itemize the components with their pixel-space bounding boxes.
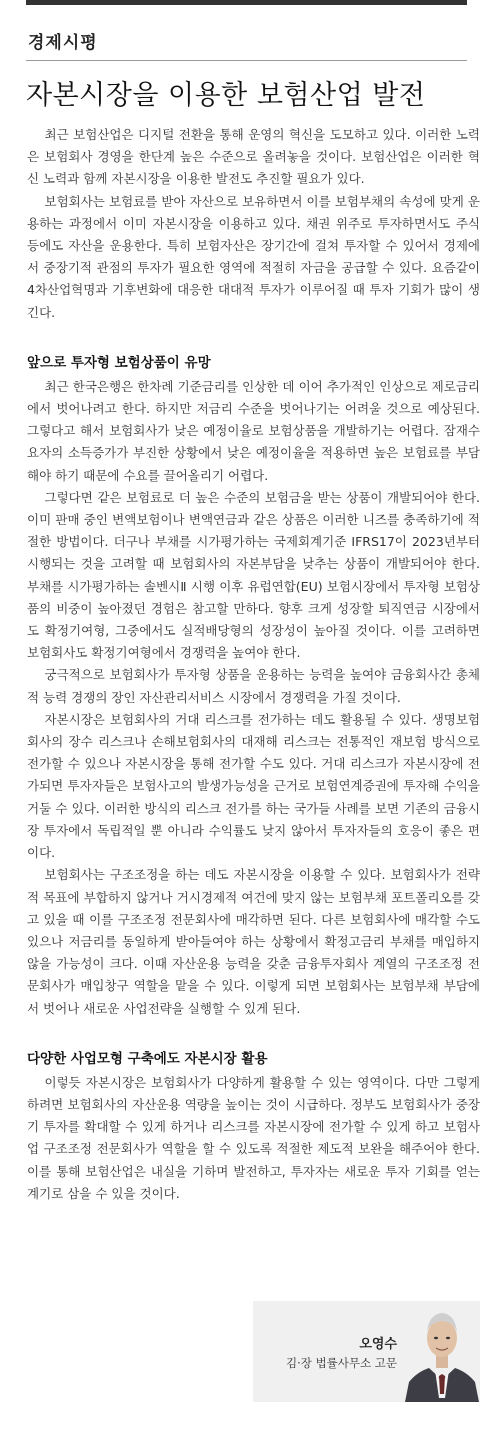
- author-title: 김·장 법률사무소 고문: [286, 1356, 397, 1370]
- divider: [26, 60, 467, 61]
- subheading: 앞으로 투자형 보험상품이 유망: [27, 354, 211, 371]
- body-paragraph: 최근 보험산업은 디지털 전환을 통해 운영의 혁신을 도모하고 있다. 이러한 노력은 보험회사 경영을 한단계 높은 수준으로 올려놓을 것이다. 보험산업은 이러한 혁신 노력과 함께 자본시장을 이용한 발전도 추진할 필요가 있다.: [27, 127, 480, 187]
- body-paragraph: 보험회사는 보험료를 받아 자산으로 보유하면서 이를 보험부채의 속성에 맞게 운용하는 과정에서 이미 자본시장을 이용하고 있다. 채권 위주로 투자하면서도 주식 등에도 자산을 운용한다. 특히 보험자산은 장기간에 걸쳐 투자할 수 있어서 경제에서 중장기적 관점의 투자가 필요한 영역에 적절히 자금을 공급할 수 있다. 요즘같이 4차산업혁명과 기후변화에 대응한 대대적 투자가 이루어질 때 투자 기회가 많이 생긴다.: [27, 193, 480, 320]
- body-paragraph: 보험회사는 구조조정을 하는 데도 자본시장을 이용할 수 있다. 보험회사가 전략적 목표에 부합하지 않거나 거시경제적 여건에 맞지 않는 보험부채 포트폴리오를 갖고 있을 때 이를 구조조정 전문회사에 매각하면 된다. 다른 보험회사에 매각할 수도 있으나 저금리를 동일하게 받아들여야 하는 상황에서 확정고금리 부채를 매입하지 않을 가능성이 크다. 이때 자산운용 능력을 갖춘 금융투자회사 계열의 구조조정 전문회사가 매입창구 역할을 맡을 수 있다. 이렇게 되면 보험회사는 보험부채 부담에서 벗어나 새로운 사업전략을 실행할 수 있게 된다.: [27, 867, 480, 1016]
- headline: 자본시장을 이용한 보험산업 발전: [26, 80, 426, 111]
- top-rule: [26, 0, 467, 5]
- body-paragraph: 궁극적으로 보험회사가 투자형 상품을 운용하는 능력을 높여야 금융회사간 총체적 능력 경쟁의 장인 자산관리서비스 시장에서 경쟁력을 가질 것이다.: [27, 667, 480, 705]
- body-paragraph: 최근 한국은행은 한차례 기준금리를 인상한 데 이어 추가적인 인상으로 제로금리에서 벗어나려고 한다. 하지만 저금리 수준을 벗어나기는 어려울 것으로 예상된다. 그렇다고 해서 보험회사가 낮은 예정이율로 보험상품을 개발하기는 어렵다. 잠재수요자의 소득증가가 부진한 상황에서 낮은 예정이율을 적용하면 높은 보험료를 부담해야 하기 때문에 수요를 끌어올리기 어렵다.: [27, 378, 480, 483]
- body-paragraph: 그렇다면 같은 보험료로 더 높은 수준의 보험금을 받는 상품이 개발되어야 한다. 이미 판매 중인 변액보험이나 변액연금과 같은 상품은 이러한 니즈를 충족하기에 적절한 방법이다. 더구나 부채를 시가평가하는 국제회계기준 IFRS17이 2023년부터 시행되는 것을 고려할 때 보험회사의 자본부담을 낮추는 상품이 개발되어야 한다. 부채를 시가평가하는 솔벤시Ⅱ 시행 이후 유럽연합(EU) 보험시장에서 투자형 보험상품의 비중이 높아졌던 경험은 참고할 만하다. 향후 크게 성장할 퇴직연금 시장에서도 확정기여형, 그중에서도 실적배당형의 성장성이 높아질 것이다. 이를 고려하면 보험회사도 확정기여형에서 경쟁력을 높여야 한다.: [27, 489, 480, 661]
- body-paragraph: 이렇듯 자본시장은 보험회사가 다양하게 활용할 수 있는 영역이다. 다만 그렇게 하려면 보험회사의 자산운용 역량을 높이는 것이 시급하다. 정부도 보험회사가 중장기 투자를 확대할 수 있게 하거나 리스크를 자본시장에 전가할 수 있게 하고 보험사업 구조조정 전문회사가 역할을 할 수 있도록 적절한 제도적 보완을 해주어야 한다. 이를 통해 보험산업은 내실을 기하며 발전하고, 투자자는 새로운 투자 기회를 얻는 계기로 삼을 수 있을 것이다.: [27, 1074, 480, 1201]
- author-photo: [405, 1302, 479, 1402]
- body-paragraph: 자본시장은 보험회사의 거대 리스크를 전가하는 데도 활용될 수 있다. 생명보험회사의 장수 리스크나 손해보험회사의 대재해 리스크는 전통적인 재보험 방식으로 전가할 수 있으나 자본시장을 통해 전가할 수도 있다. 거대 리스크가 자본시장에 전가되면 투자자들은 보험사고의 발생가능성을 근거로 보험연계증권에 투자해 수익을 거둘 수 있다. 이러한 방식의 리스크 전가를 하는 국가들 사례를 보면 기존의 금융시장 투자에서 독립적일 뿐 아니라 수익률도 낮지 않아서 투자자들의 호응이 좋은 편이다.: [27, 711, 480, 861]
- subheading: 다양한 사업모형 구축에도 자본시장 활용: [27, 1050, 268, 1067]
- article-body: [27, 124, 480, 1205]
- author-name: 오영수: [359, 1337, 397, 1352]
- section-label: 경제시평: [28, 33, 98, 53]
